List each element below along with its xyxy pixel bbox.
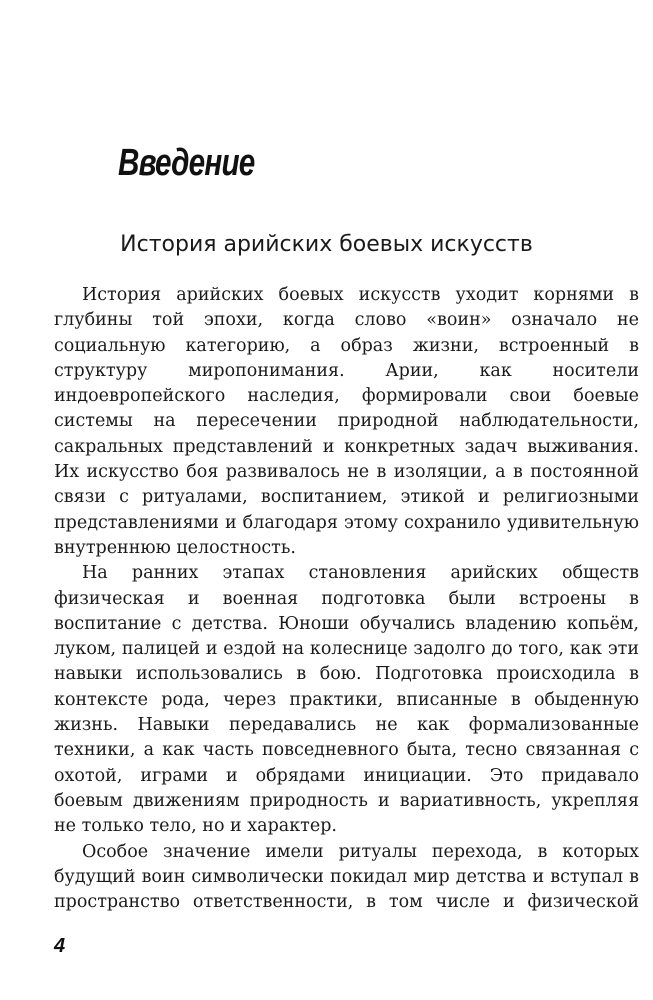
section-title: История арийских боевых искусств xyxy=(120,232,533,257)
chapter-title: Введение xyxy=(118,142,255,184)
body-text xyxy=(54,283,639,915)
paragraph: На ранних этапах становления арийских обществ физическая и военная подготовка были встроены в воспитание с детства. Юноши обучались владению копьём, луком, палицей и ездой на колеснице задолго до того, как эти навыки использовались в бою. Подготовка происходила в контексте рода, через практики, вписанные в обыденную жизнь. Навыки передавались не как формализованные техники, а как часть повседневного быта, тесно связанная с охотой, играми и обрядами инициации. Это придавало боевым движениям природность и вариативность, укрепляя не только тело, но и характер. xyxy=(54,563,639,837)
paragraph: История арийских боевых искусств уходит корнями в глубины той эпохи, когда слово «воин» означало не социальную категорию, а образ жизни, встроенный в структуру миропонимания. Арии, как носители индоевропейского наследия, формировали свои боевые системы на пересечении природной наблюдательности, сакральных представлений и конкретных задач выживания. Их искусство боя развивалось не в изоляции, а в постоянной связи с ритуалами, воспитанием, этикой и религиозными представлениями и благодаря этому сохранило удивительную внутреннюю целостность. xyxy=(54,285,639,558)
page-number: 4 xyxy=(54,935,66,957)
paragraph: Особое значение имели ритуалы перехода, в которых будущий воин символически покидал мир детства и вступал в пространство ответственности, в том числе и физической xyxy=(54,841,639,913)
